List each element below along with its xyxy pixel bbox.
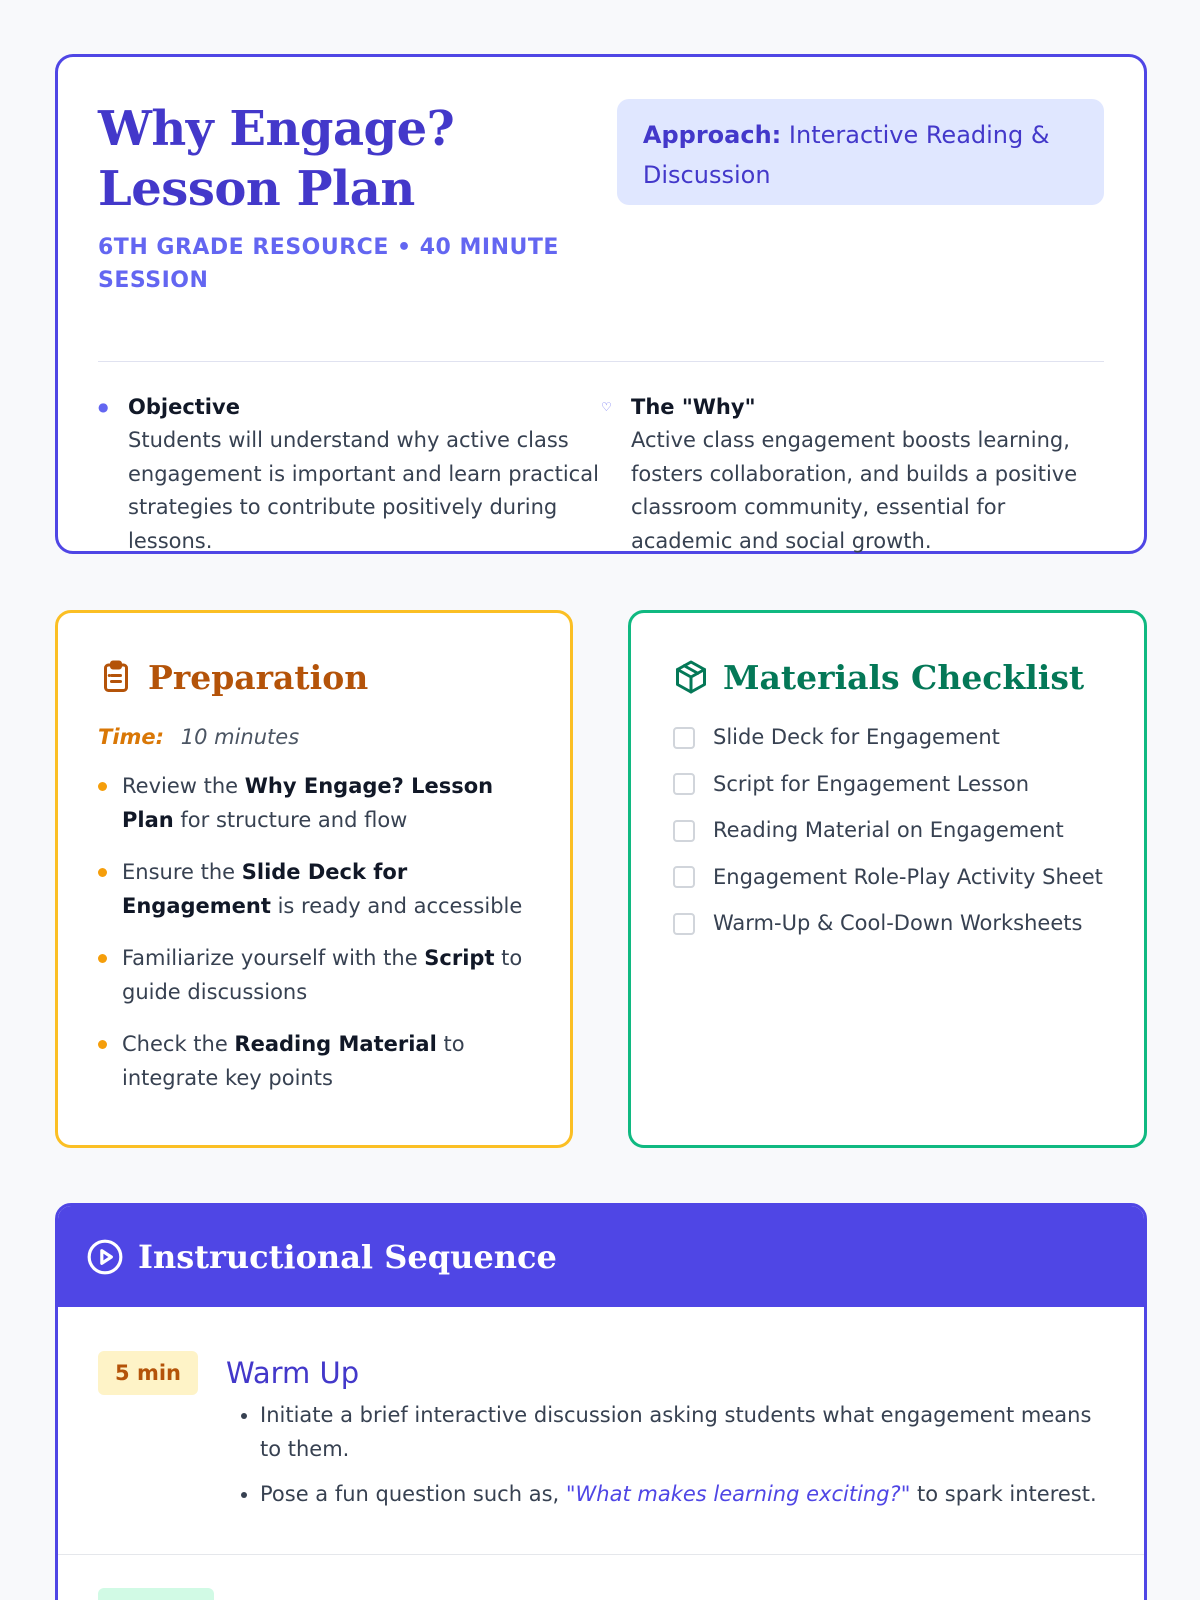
approach-label: Approach:	[642, 121, 782, 149]
clipboard-icon	[98, 659, 134, 695]
time-value: 10 minutes	[180, 725, 300, 749]
materials-list	[673, 721, 1104, 941]
list-item: Check the Reading Material to integrate key points	[98, 1027, 530, 1095]
checkbox[interactable]	[673, 727, 695, 749]
materials-title: Materials Checklist	[723, 657, 1085, 697]
time-label: Time:	[98, 725, 165, 749]
objective-block	[98, 390, 601, 558]
preparation-list	[98, 769, 530, 1095]
approach-value: Interactive Reading & Discussion	[642, 121, 1050, 189]
list-item: • Pose a fun question such as, "What makes learning exciting?" to spark interest.	[260, 1478, 1104, 1512]
checklist-item[interactable]: Reading Material on Engagement	[673, 814, 1104, 848]
sequence-step	[58, 1307, 1144, 1555]
checkbox[interactable]	[673, 773, 695, 795]
duration-badge	[98, 1588, 214, 1600]
checkbox[interactable]	[673, 913, 695, 935]
checkbox[interactable]	[673, 820, 695, 842]
heart-icon: ♡	[601, 400, 612, 414]
approach-box	[617, 99, 1104, 205]
play-circle-icon	[86, 1238, 124, 1276]
step-title: Warm Up	[226, 1356, 360, 1390]
list-item: Familiarize yourself with the Script to guide discussions	[98, 941, 530, 1009]
preparation-title: Preparation	[148, 657, 369, 697]
dot-icon: ●	[98, 400, 109, 414]
checkbox[interactable]	[673, 866, 695, 888]
list-item: Review the Why Engage? Lesson Plan for structure and flow	[98, 769, 530, 837]
sequence-title: Instructional Sequence	[138, 1237, 557, 1276]
header-divider	[98, 361, 1104, 362]
why-label: The "Why"	[631, 395, 756, 419]
step-bullets	[226, 1399, 1104, 1512]
preparation-card	[55, 610, 573, 1148]
sequence-header	[58, 1206, 1144, 1307]
checklist-item[interactable]: Engagement Role-Play Activity Sheet	[673, 861, 1104, 895]
checklist-item[interactable]: Script for Engagement Lesson	[673, 768, 1104, 802]
why-block	[601, 390, 1104, 558]
objective-label: Objective	[128, 395, 240, 419]
checklist-item[interactable]: Warm-Up & Cool-Down Worksheets	[673, 907, 1104, 941]
page-title: Why Engage? Lesson Plan	[98, 101, 455, 217]
list-item: • Initiate a brief interactive discussion asking students what engagement means to them.	[260, 1399, 1104, 1466]
instructional-sequence-card	[55, 1203, 1147, 1600]
lesson-header-card	[55, 54, 1147, 554]
materials-card	[628, 610, 1147, 1148]
preparation-time	[98, 725, 530, 749]
checklist-item[interactable]: Slide Deck for Engagement	[673, 721, 1104, 755]
package-icon	[673, 659, 709, 695]
why-text: Active class engagement boosts learning, fosters collaboration, and builds a positive classroom community, essential for academic and social growth.	[631, 428, 1078, 553]
objective-text: Students will understand why active class engagement is important and learn practical strategies to contribute positively during lessons.	[128, 428, 599, 553]
list-item: Ensure the Slide Deck for Engagement is ready and accessible	[98, 855, 530, 923]
duration-badge: 5 min	[98, 1351, 198, 1395]
page-subtitle: 6TH GRADE RESOURCE • 40 MINUTE SESSION	[98, 235, 559, 293]
